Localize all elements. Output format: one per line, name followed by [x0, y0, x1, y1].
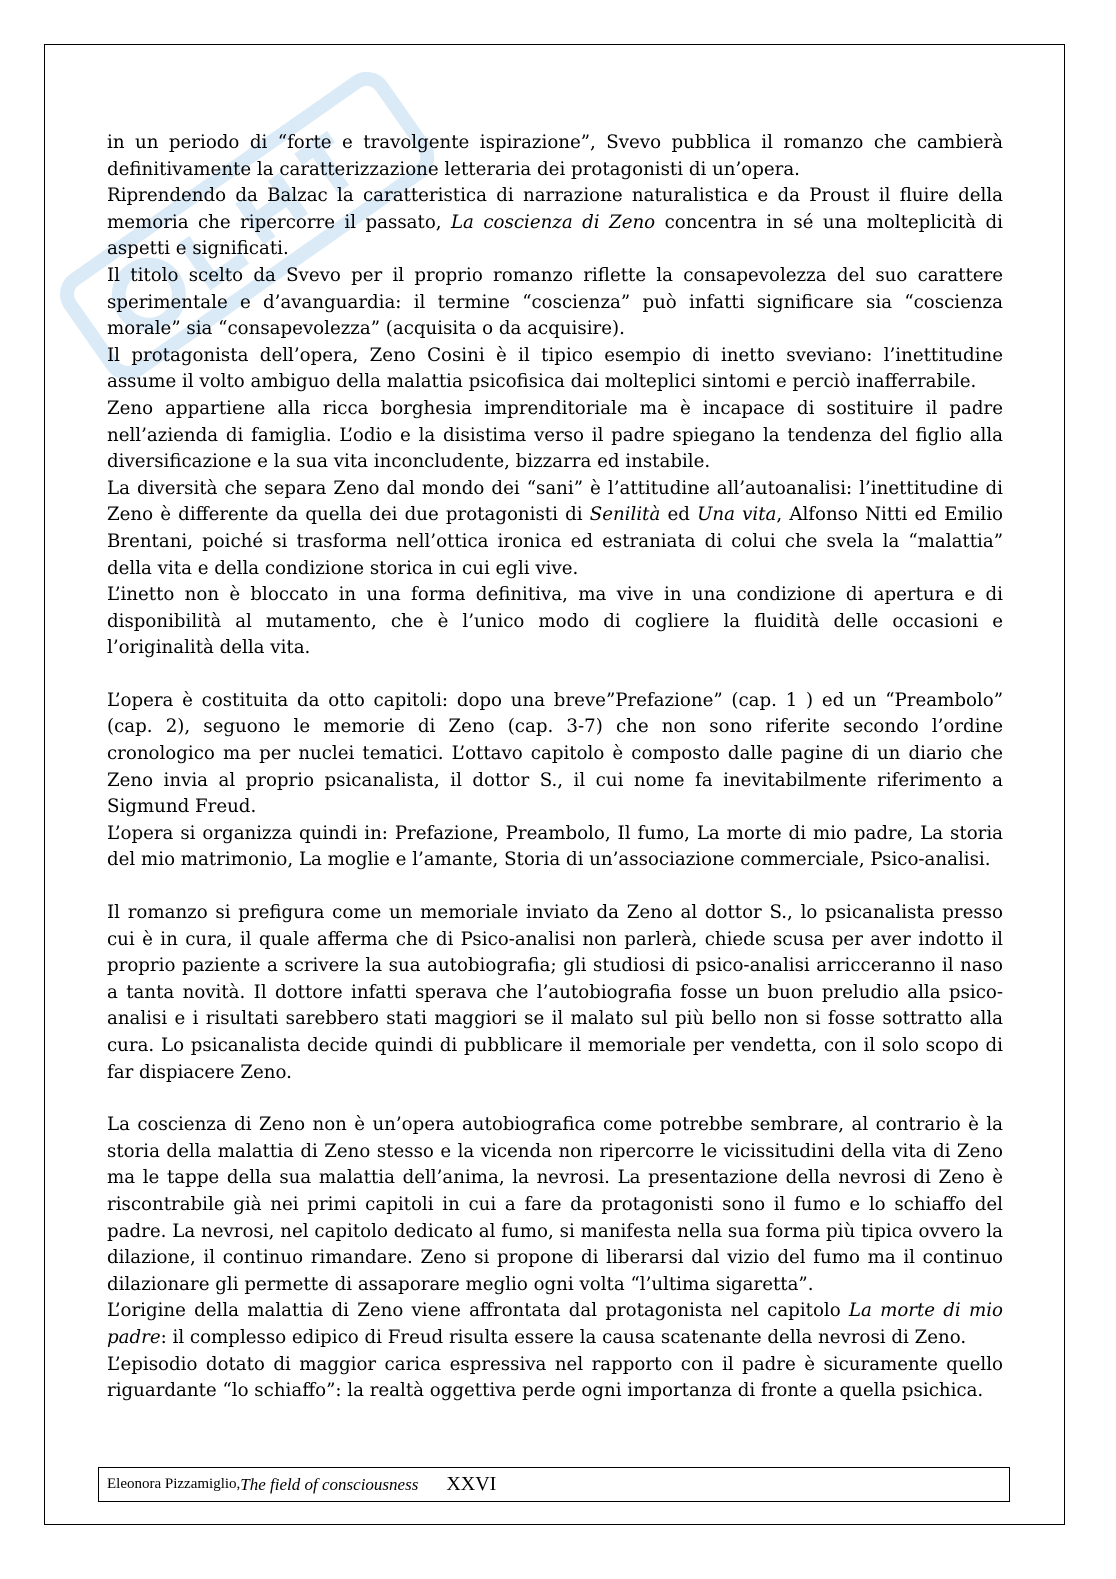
- paragraph: Zeno appartiene alla ricca borghesia imprenditoriale ma è incapace di sostituire il padre nell’azienda di famiglia. L’odio e la disistima verso il padre spiegano la tendenza del figlio alla diversificazione e la sua vita inconcludente, bizzarra ed instabile.: [107, 397, 1003, 473]
- paragraph: L’opera è costituita da otto capitoli: dopo una breve”Prefazione” (cap. 1 ) ed un “Preambolo” (cap. 2), seguono le memorie di Zeno (cap. 3-7) che non sono riferite secondo l’ordine cronologico ma per nuclei tematici. L’ottavo capitolo è composto dalle pagine di un diario che Zeno invia al proprio psicanalista, il dottor S., il cui nome fa inevitabilmente riferimento a Sigmund Freud.: [107, 689, 1003, 818]
- paragraph: Riprendendo da Balzac la caratteristica di narrazione naturalistica e da Proust il fluire della memoria che ripercorre il passato, La coscienza di Zeno concentra in sé una molteplicità di aspetti e significati.: [107, 185, 1003, 260]
- paragraph: Il titolo scelto da Svevo per il proprio romanzo riflette la consapevolezza del suo carattere sperimentale e d’avanguardia: il termine “coscienza” può infatti significare sia “coscienza morale” sia “consapevolezza” (acquisita o da acquisire).: [107, 264, 1003, 340]
- page-footer: [98, 1467, 1010, 1502]
- paragraph: L’origine della malattia di Zeno viene affrontata dal protagonista nel capitolo La morte di mio padre: il complesso edipico di Freud risulta essere la causa scatenante della nevrosi di Zeno.: [107, 1300, 1003, 1348]
- page-number: XXVI: [446, 1473, 497, 1495]
- footer-title: The field of consciousness: [240, 1474, 419, 1494]
- footer-author: Eleonora Pizzamiglio: [107, 1476, 237, 1492]
- paragraph: L’inetto non è bloccato in una forma definitiva, ma vive in una condizione di apertura e di disponibilità al mutamento, che è l’unico modo di cogliere la fluidità delle occasioni e l’originalità della vita.: [107, 584, 1003, 659]
- paragraph: La diversità che separa Zeno dal mondo dei “sani” è l’attitudine all’autoanalisi: l’inettitudine di Zeno è differente da quella dei due protagonisti di Senilità ed Una vita, Alfonso Nitti ed Emilio Brentani, poiché si trasforma nell’ottica ironica ed estraniata di colui che svela la “malattia” della vita e della condizione storica in cui egli vive.: [107, 477, 1003, 579]
- paragraph: L’episodio dotato di maggior carica espressiva nel rapporto con il padre è sicuramente quello riguardante “lo schiaffo”: la realtà oggettiva perde ogni importanza di fronte a quella psichica.: [107, 1353, 1003, 1402]
- document-body: [107, 130, 1003, 1405]
- paragraph: La coscienza di Zeno non è un’opera autobiografica come potrebbe sembrare, al contrario è la storia della malattia di Zeno stesso e la vicenda non ripercorre le vicissitudini della vita di Zeno ma le tappe della sua malattia dell’anima, la nevrosi. La presentazione della nevrosi di Zeno è riscontrabile già nei primi capitoli in cui a fare da protagonisti sono il fumo e lo schiaffo del padre. La nevrosi, nel capitolo dedicato al fumo, si manifesta nella sua forma più tipica ovvero la dilazione, il continuo rimandare. Zeno si propone di liberarsi dal vizio del fumo ma il continuo dilazionare gli permette di assaporare meglio ogni volta “l’ultima sigaretta”.: [107, 1114, 1003, 1295]
- paragraph: in un periodo di “forte e travolgente ispirazione”, Svevo pubblica il romanzo che cambierà definitivamente la caratterizzazione letteraria dei protagonisti di un’opera.: [107, 132, 1003, 180]
- paragraph: Il protagonista dell’opera, Zeno Cosini è il tipico esempio di inetto sveviano: l’inettitudine assume il volto ambiguo della malattia psicofisica dai molteplici sintomi e perciò inafferrabile.: [107, 344, 1003, 393]
- paragraph: Il romanzo si prefigura come un memoriale inviato da Zeno al dottor S., lo psicanalista presso cui è in cura, il quale afferma che di Psico-analisi non parlerà, chiede scusa per aver indotto il proprio paziente a scrivere la sua autobiografia; gli studiosi di psico-analisi arricceranno il naso a tanta novità. Il dottore infatti sperava che l’autobiografia fosse un buon preludio alla psico-analisi e i risultati sarebbero stati maggiori se il malato sul più bello non si fosse sottratto alla cura. Lo psicanalista decide quindi di pubblicare il memoriale per vendetta, con il solo scopo di far dispiacere Zeno.: [107, 902, 1003, 1083]
- paragraph: L’opera si organizza quindi in: Prefazione, Preambolo, Il fumo, La morte di mio padre, La storia del mio matrimonio, La moglie e l’amante, Storia di un’associazione commerciale, Psico-analisi.: [107, 822, 1003, 871]
- footer-separator: ,: [236, 1476, 241, 1492]
